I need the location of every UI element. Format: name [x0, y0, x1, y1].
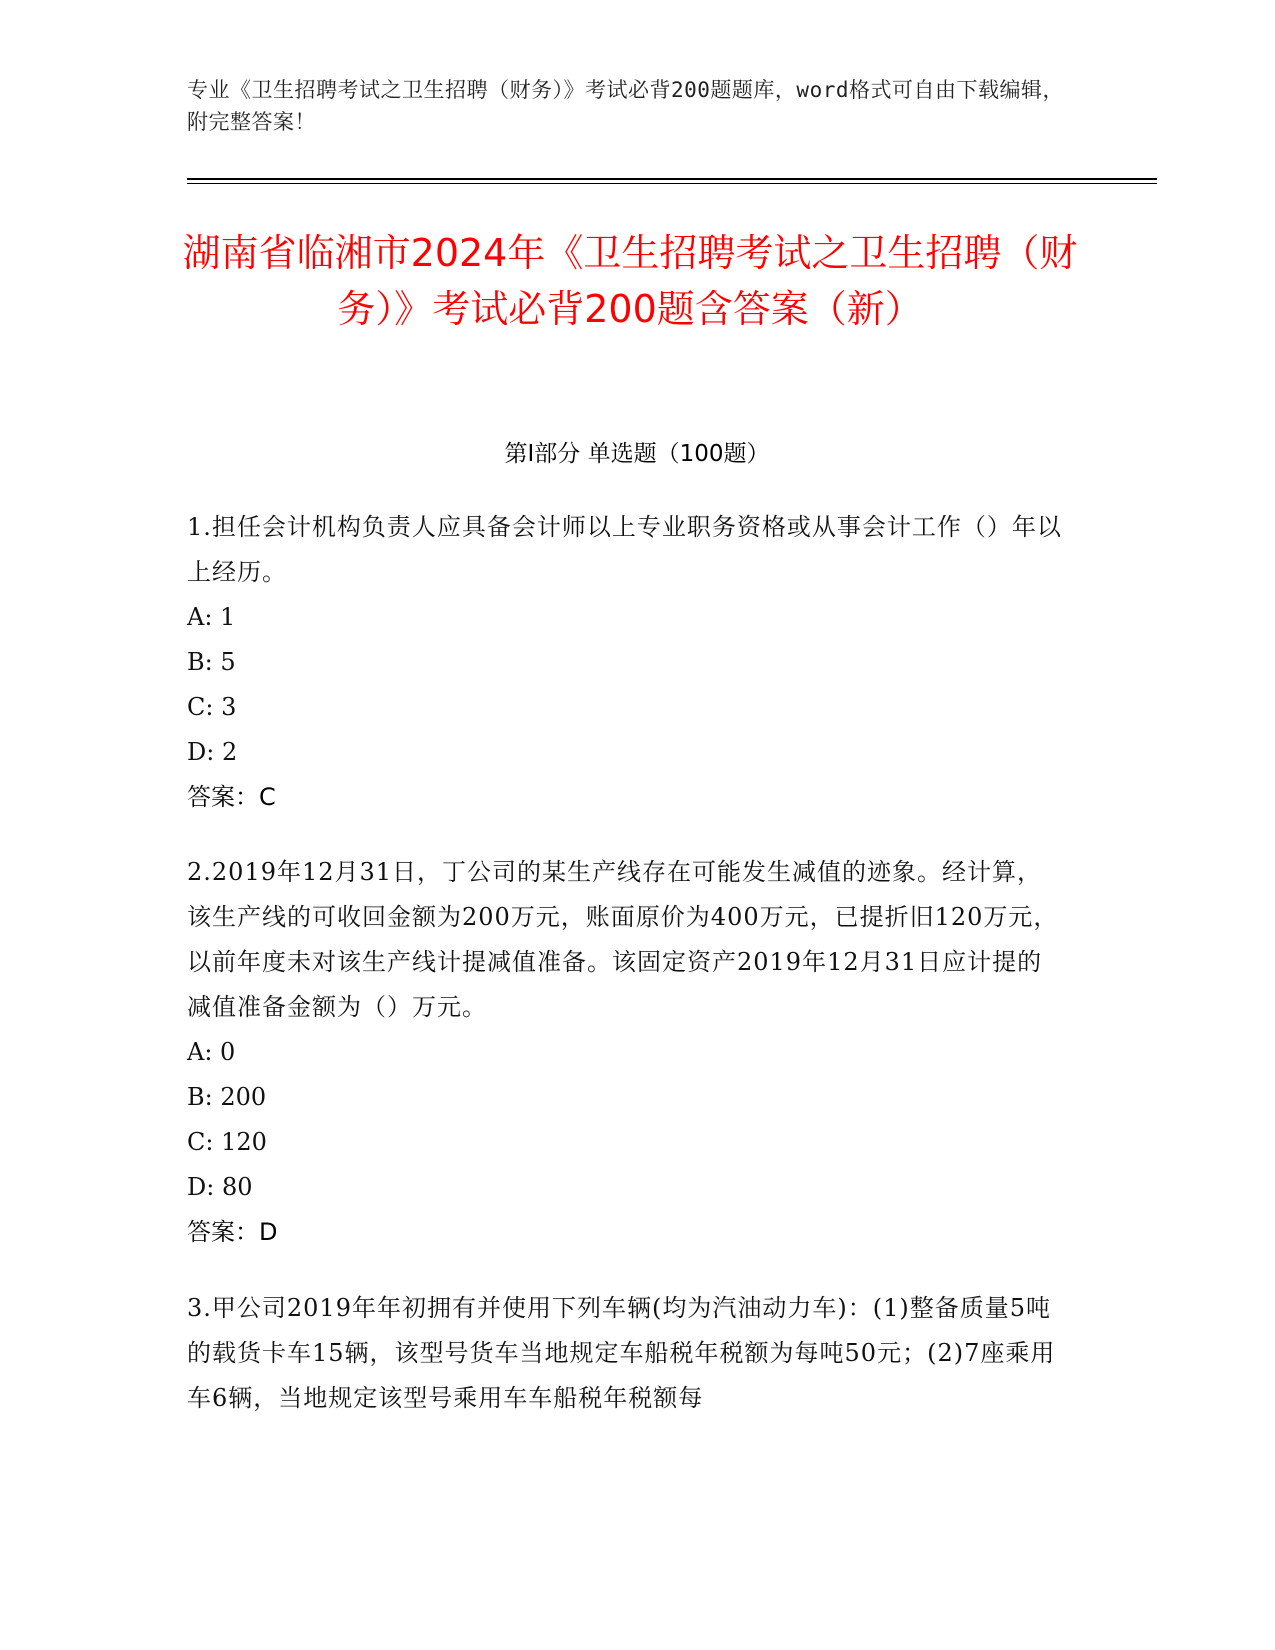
- option-c: C: 3: [187, 693, 237, 721]
- question-text: 2.2019年12月31日，丁公司的某生产线存在可能发生减值的迹象。经计算，该生产线的可收回金额为200万元，账面原价为400万元，已提折旧120万元，以前年度未对该生产线计提减值准备。该固定资产2019年12月31日应计提的减值准备金额为（）万元。: [187, 858, 1059, 1021]
- option-d: D: 2: [187, 738, 238, 766]
- question-1: [187, 505, 1067, 820]
- header-divider: [187, 178, 1157, 180]
- question-2: [187, 850, 1067, 1255]
- option-a: A: 1: [187, 603, 236, 631]
- question-text: 3.甲公司2019年年初拥有并使用下列车辆(均为汽油动力车)：(1)整备质量5吨的载货卡车15辆，该型号货车当地规定车船税年税额为每吨50元；(2)7座乘用车6辆，当地规定该型号乘用车车船税年税额每: [187, 1294, 1056, 1412]
- option-b: B: 200: [187, 1083, 267, 1111]
- option-a: A: 0: [187, 1038, 236, 1066]
- option-b: B: 5: [187, 648, 236, 676]
- question-3: [187, 1286, 1067, 1421]
- answer-label: 答案：C: [187, 783, 276, 811]
- document-title: 湖南省临湘市2024年《卫生招聘考试之卫生招聘（财务）》考试必背200题含答案（新）: [182, 231, 1078, 331]
- option-c: C: 120: [187, 1128, 267, 1156]
- section-heading: 第I部分 单选题（100题）: [504, 441, 770, 467]
- header-note: 专业《卫生招聘考试之卫生招聘（财务）》考试必背200题题库，word格式可自由下载编辑，附完整答案！: [187, 78, 1064, 134]
- header-divider-thin: [187, 183, 1157, 184]
- option-d: D: 80: [187, 1173, 253, 1201]
- answer-label: 答案：D: [187, 1218, 278, 1246]
- question-text: 1.担任会计机构负责人应具备会计师以上专业职务资格或从事会计工作（）年以上经历。: [187, 513, 1062, 586]
